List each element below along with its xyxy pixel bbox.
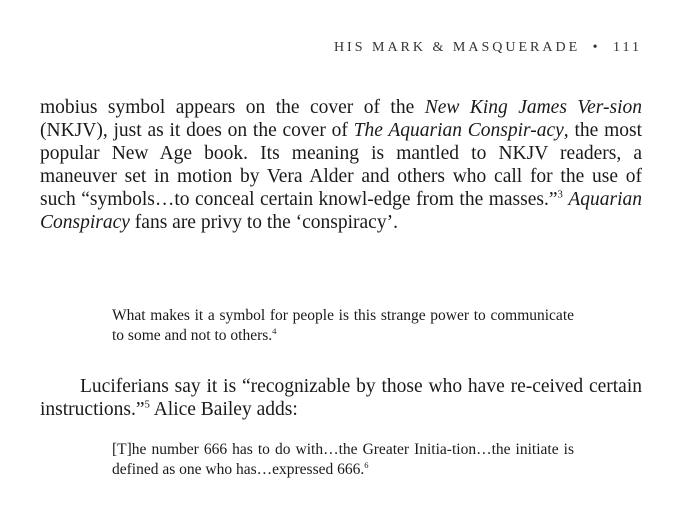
paragraph-text: fans are privy to the ‘conspiracy’.: [129, 212, 398, 233]
footnote-ref-6: 6: [364, 459, 369, 470]
paragraph-text: mobius symbol appears on the cover of the: [40, 97, 425, 118]
paragraph-text: Luciferians say it is “recognizable by those who have re-ceived certain instructions.”: [40, 376, 642, 420]
block-quote-1: [112, 306, 574, 346]
running-header: [334, 40, 642, 56]
page-number: 111: [613, 40, 642, 55]
quote-text: What makes it a symbol for people is this strange power to communicate to some and not to others.: [112, 307, 574, 344]
footnote-ref-4: 4: [272, 325, 277, 336]
body-paragraph-2: [40, 375, 642, 421]
footnote-ref-3: 3: [557, 188, 563, 201]
book-title-aquarian-conspiracy-short: Aquarian Conspiracy: [40, 189, 642, 233]
quote-text: [T]he number 666 has to do with…the Greater Initia-tion…the initiate is defined as one who has…expressed 666.: [112, 441, 574, 478]
paragraph-text: (NKJV), just as it does on the cover of: [40, 120, 354, 141]
body-paragraph-1: [40, 96, 642, 234]
book-title-nkjv: New King James Ver-sion: [424, 97, 642, 118]
running-title: HIS MARK & MASQUERADE: [333, 40, 581, 55]
header-separator: •: [592, 40, 601, 55]
footnote-ref-5: 5: [144, 398, 150, 411]
block-quote-2: [112, 440, 574, 480]
paragraph-text: Alice Bailey adds:: [149, 399, 298, 420]
paragraph-text: , the most popular New Age book. Its meaning is mantled to NKJV readers, a maneuver set in motion by Vera Alder and others who call for the use of such “symbols…to conceal certain knowl-edge from the masses.”: [40, 120, 642, 210]
book-title-aquarian-conspiracy: The Aquarian Conspir-acy: [353, 120, 564, 141]
